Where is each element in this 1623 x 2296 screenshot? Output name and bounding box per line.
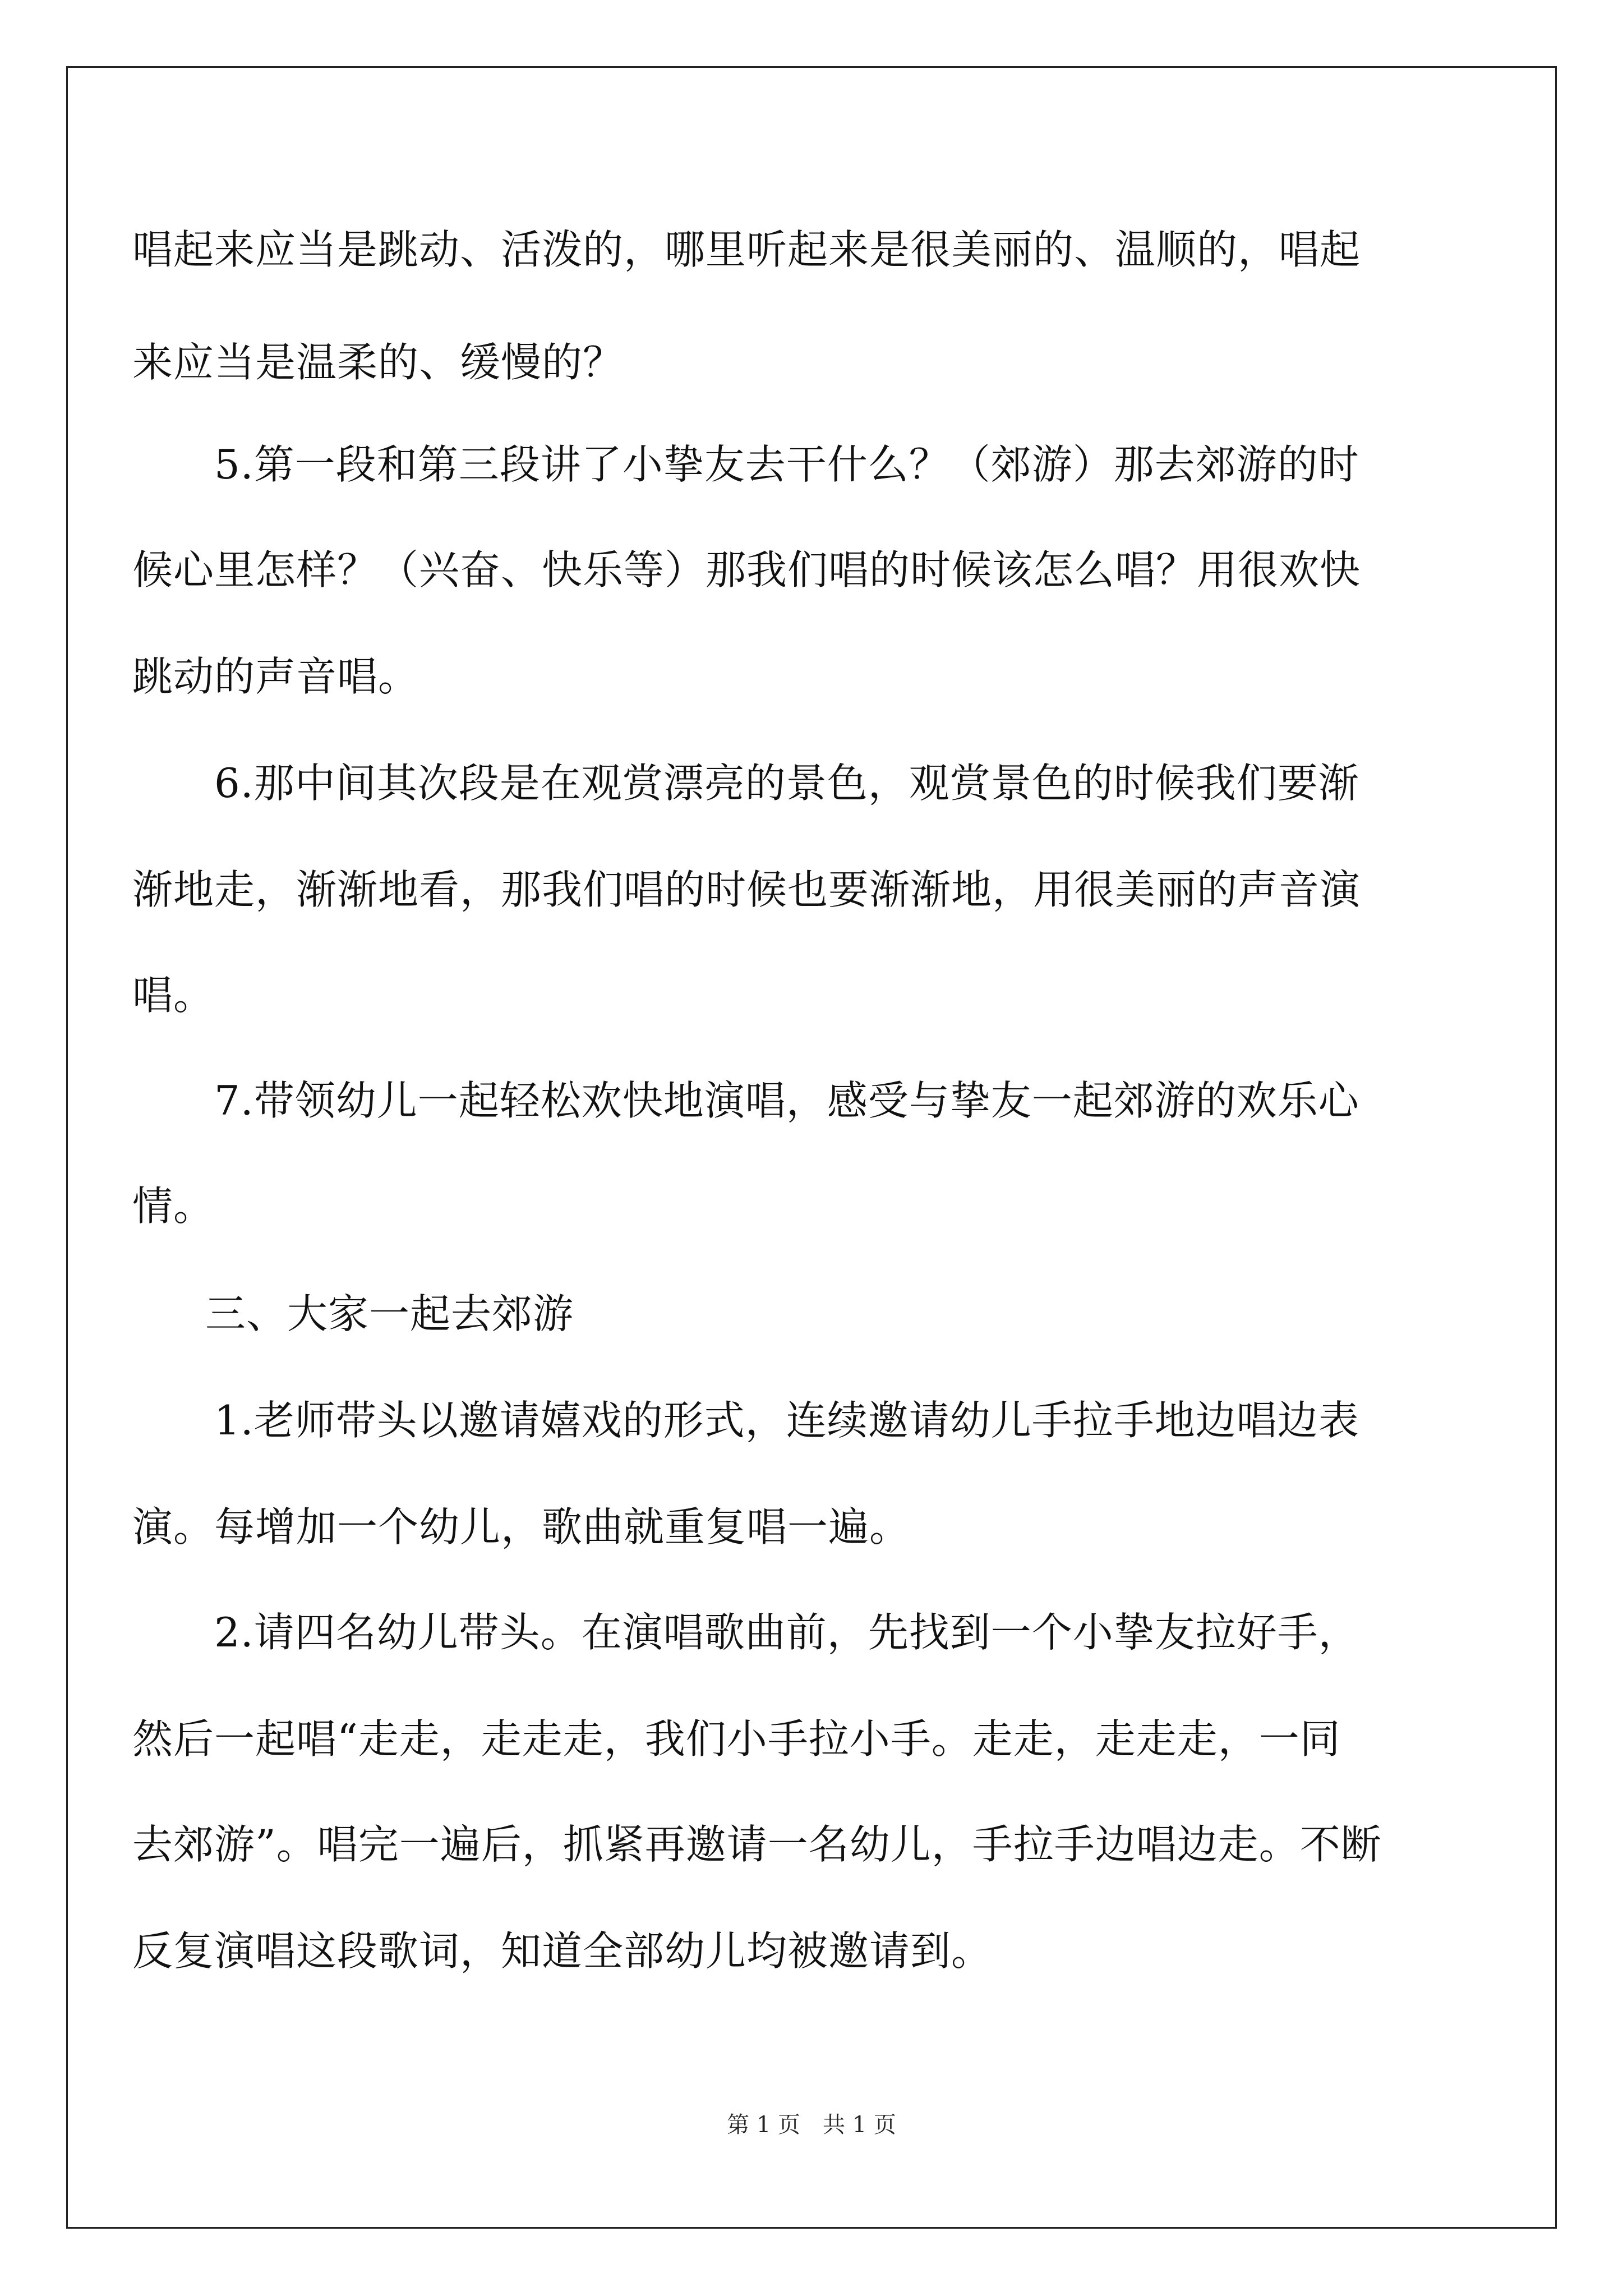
text-line: 情。 <box>132 1182 215 1230</box>
text-line: 渐地走，渐渐地看，那我们唱的时候也要渐渐地，用很美丽的声音演 <box>132 866 1361 913</box>
text-line: 反复演唱这段歌词，知道全部幼儿均被邀请到。 <box>132 1927 993 1975</box>
text-line: 跳动的声音唱。 <box>132 653 419 700</box>
text-line: 6.那中间其次段是在观赏漂亮的景色，观赏景色的时候我们要渐 <box>214 760 1359 807</box>
text-line: 5.第一段和第三段讲了小挚友去干什么？（郊游）那去郊游的时 <box>214 441 1359 488</box>
text-line: 唱起来应当是跳动、活泼的，哪里听起来是很美丽的、温顺的，唱起 <box>132 226 1361 273</box>
text-line: 7.带领幼儿一起轻松欢快地演唱，感受与挚友一起郊游的欢乐心 <box>214 1077 1359 1124</box>
section-heading: 三、大家一起去郊游 <box>205 1290 574 1337</box>
text-line: 1.老师带头以邀请嬉戏的形式，连续邀请幼儿手拉手地边唱边表 <box>214 1397 1359 1444</box>
text-line: 2.请四名幼儿带头。在演唱歌曲前，先找到一个小挚友拉好手， <box>214 1609 1359 1656</box>
text-line: 候心里怎样？（兴奋、快乐等）那我们唱的时候该怎么唱？用很欢快 <box>132 546 1361 593</box>
text-line: 去郊游”。唱完一遍后，抓紧再邀请一名幼儿，手拉手边唱边走。不断 <box>132 1821 1382 1868</box>
text-line: 然后一起唱“走走，走走走，我们小手拉小手。走走，走走走，一同 <box>132 1715 1341 1763</box>
text-line: 来应当是温柔的、缓慢的？ <box>132 339 624 386</box>
page-number-footer: 第 1 页 共 1 页 <box>727 2112 896 2138</box>
page-border <box>66 66 1557 2229</box>
text-line: 唱。 <box>132 972 215 1019</box>
text-line: 演。每增加一个幼儿，歌曲就重复唱一遍。 <box>132 1503 911 1550</box>
